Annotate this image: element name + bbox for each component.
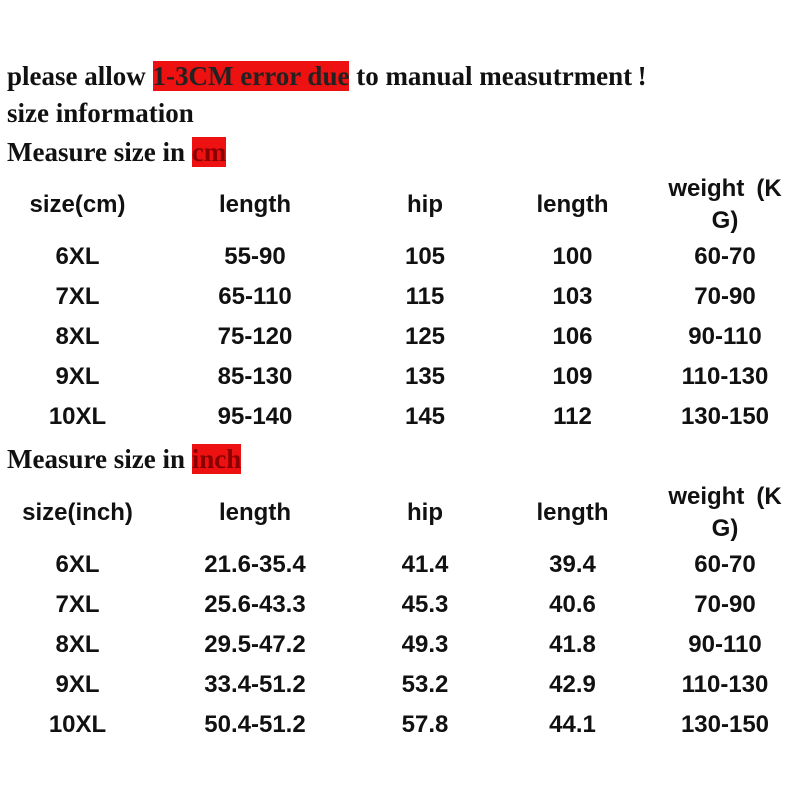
header-weight-text: weight (K G)	[668, 483, 782, 542]
cell-length: 50.4-51.2	[204, 711, 306, 738]
cell-hip: 105	[404, 243, 446, 270]
cell-length: 55-90	[224, 243, 286, 270]
cell-length-2: 44.1	[549, 711, 596, 738]
cell-length: 25.6-43.3	[204, 591, 306, 618]
inch-size-table	[0, 481, 800, 745]
cell-hip: 49.3	[401, 631, 449, 658]
cell-size: 6XL	[55, 243, 100, 270]
cell-length-2: 41.8	[549, 631, 596, 658]
inch-title-prefix: Measure size in	[7, 444, 192, 474]
cell-size: 9XL	[55, 671, 100, 698]
cell-length-2: 39.4	[549, 551, 596, 578]
header-length-2: length	[536, 191, 609, 218]
notice-highlight: 1-3CM error due	[152, 61, 350, 91]
cell-length: 29.5-47.2	[204, 631, 306, 658]
cell-length: 95-140	[217, 403, 293, 430]
cell-length-2: 112	[553, 403, 592, 430]
cell-weight: 90-110	[688, 323, 762, 350]
cell-length-2: 42.9	[549, 671, 596, 698]
cell-size: 7XL	[55, 283, 100, 310]
error-notice	[7, 58, 647, 94]
cell-length-2: 103	[552, 283, 593, 310]
cell-weight: 70-90	[694, 591, 756, 618]
cell-weight: 70-90	[694, 283, 756, 310]
cell-length-2: 40.6	[549, 591, 596, 618]
header-size: size(cm)	[29, 191, 126, 218]
cell-size: 8XL	[55, 631, 100, 658]
size-information-label: size information	[7, 98, 194, 128]
cell-length: 85-130	[217, 363, 293, 390]
cell-weight: 130-150	[680, 403, 770, 430]
table-row	[0, 585, 800, 625]
cell-weight: 90-110	[688, 631, 762, 658]
header-hip: hip	[407, 499, 443, 526]
cell-hip: 125	[404, 323, 446, 350]
table-row	[0, 625, 800, 665]
header-weight	[650, 173, 800, 237]
cell-length-2: 100	[552, 243, 593, 270]
inch-section-title	[7, 441, 241, 477]
cell-weight: 60-70	[694, 551, 756, 578]
cell-length-2: 109	[552, 363, 593, 390]
table-row	[0, 665, 800, 705]
header-length: length	[219, 499, 291, 526]
cell-hip: 53.2	[401, 671, 449, 698]
cell-hip: 115	[405, 283, 445, 310]
header-weight-text: weight (K G)	[668, 175, 782, 234]
cell-hip: 57.8	[401, 711, 449, 738]
header-hip: hip	[407, 191, 443, 218]
cm-size-table	[0, 173, 800, 437]
header-length: length	[219, 191, 291, 218]
cm-unit-highlight: cm	[191, 137, 227, 167]
inch-unit-highlight: inch	[191, 444, 242, 474]
notice-prefix: please allow	[7, 61, 153, 91]
cell-length-2: 106	[552, 323, 593, 350]
cell-size: 8XL	[55, 323, 100, 350]
cm-title-prefix: Measure size in	[7, 137, 192, 167]
header-size: size(inch)	[22, 499, 133, 526]
table-row	[0, 277, 800, 317]
cell-weight: 60-70	[694, 243, 756, 270]
table-row	[0, 237, 800, 277]
cell-size: 7XL	[55, 591, 100, 618]
table-row	[0, 545, 800, 585]
cell-length: 65-110	[218, 283, 292, 310]
cell-length: 33.4-51.2	[204, 671, 306, 698]
cell-length: 21.6-35.4	[204, 551, 306, 578]
cell-weight: 110-130	[681, 671, 769, 698]
table-header-row	[0, 481, 800, 545]
table-row	[0, 397, 800, 437]
cell-hip: 45.3	[401, 591, 449, 618]
cell-hip: 135	[404, 363, 446, 390]
table-row	[0, 357, 800, 397]
cell-length: 75-120	[217, 323, 293, 350]
table-row	[0, 317, 800, 357]
table-header-row	[0, 173, 800, 237]
cm-section-title	[7, 134, 226, 170]
cell-hip: 145	[404, 403, 446, 430]
cell-weight: 130-150	[680, 711, 770, 738]
cell-size: 9XL	[55, 363, 100, 390]
header-weight	[650, 481, 800, 545]
cell-size: 10XL	[48, 403, 107, 430]
notice-suffix: to manual measutrment !	[349, 61, 647, 91]
header-length-2: length	[536, 499, 609, 526]
cell-size: 10XL	[48, 711, 107, 738]
cell-weight: 110-130	[681, 363, 769, 390]
cell-size: 6XL	[55, 551, 100, 578]
table-row	[0, 705, 800, 745]
cell-hip: 41.4	[401, 551, 449, 578]
